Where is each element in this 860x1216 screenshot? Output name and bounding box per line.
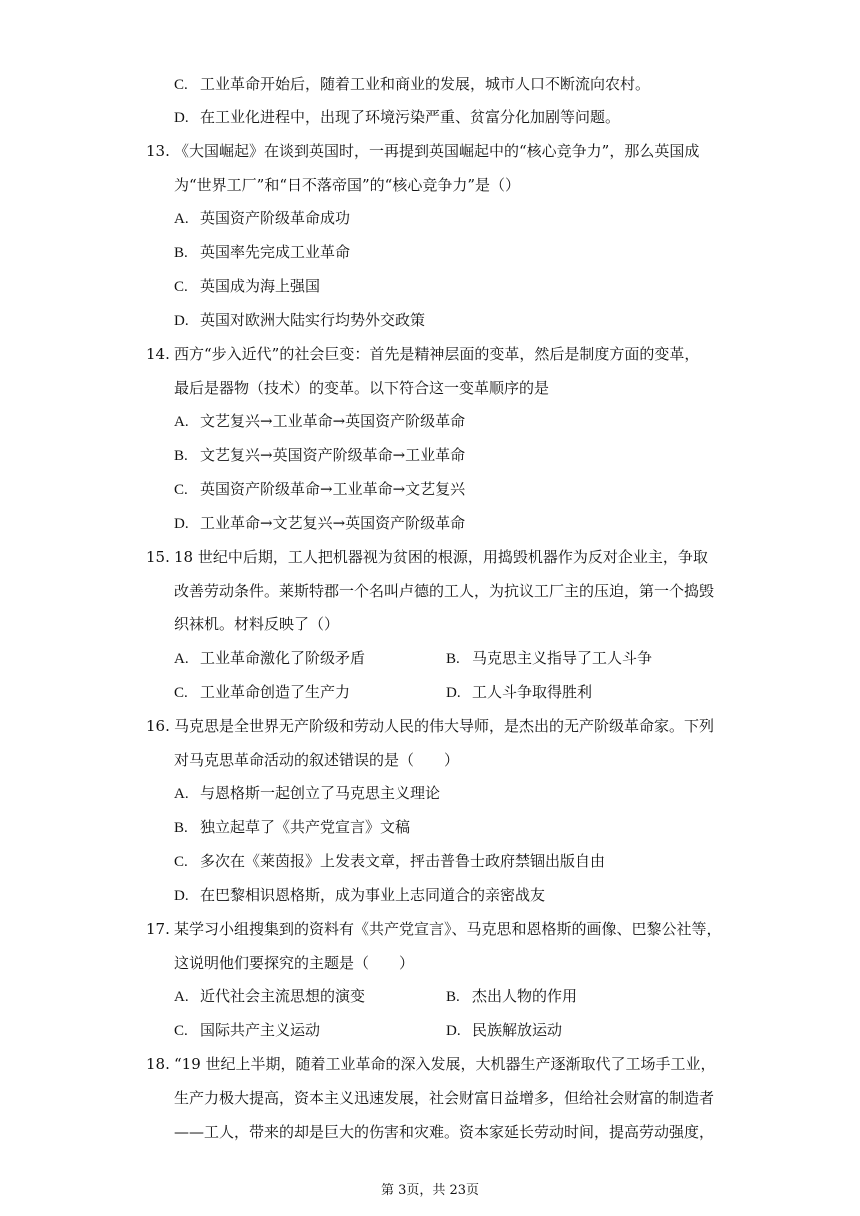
option-text: 国际共产主义运动 — [200, 1021, 321, 1039]
option-letter: B. — [174, 448, 188, 464]
option-letter: C. — [174, 1023, 188, 1039]
page-footer: 第 3页，共 23页 — [380, 1183, 480, 1198]
option-letter: C. — [174, 279, 188, 295]
option-letter: A. — [174, 211, 189, 227]
q15-option-c — [174, 682, 350, 702]
option-letter: D. — [446, 685, 461, 701]
option-text: 民族解放运动 — [472, 1021, 563, 1039]
option-letter: C. — [174, 854, 188, 870]
option-text: 工业革命激化了阶级矛盾 — [200, 649, 366, 667]
option-text: 工人斗争取得胜利 — [472, 683, 593, 701]
option-letter: B. — [446, 651, 460, 667]
q15-stem-line-3: 织袜机。材料反映了（） — [174, 615, 340, 633]
option-text: 独立起草了《共产党宣言》文稿 — [200, 818, 411, 836]
option-text: 文艺复兴→工业革命→英国资产阶级革命 — [200, 412, 466, 430]
option-letter: D. — [174, 110, 189, 126]
q17-stem-line-1: 某学习小组搜集到的资料有《共产党宣言》、马克思和恩格斯的画像、巴黎公社等， — [174, 920, 722, 938]
q17-number: 17. — [146, 920, 170, 938]
q16-option-b — [174, 817, 410, 837]
option-text: 杰出人物的作用 — [472, 987, 578, 1005]
option-text: 英国对欧洲大陆实行均势外交政策 — [200, 311, 426, 329]
q16-number: 16. — [146, 717, 170, 735]
q15-option-d — [446, 682, 592, 702]
option-text: 英国资产阶级革命成功 — [200, 209, 351, 227]
option-letter: C. — [174, 685, 188, 701]
q17-stem-line-2: 这说明他们要探究的主题是（ ） — [174, 954, 415, 972]
q14-option-b — [174, 445, 465, 465]
option-letter: A. — [174, 786, 189, 802]
q14-stem-line-2: 最后是器物（技术）的变革。以下符合这一变革顺序的是 — [174, 379, 550, 397]
option-text: 马克思主义指导了工人斗争 — [472, 649, 653, 667]
q12-option-d — [174, 107, 620, 127]
option-letter: D. — [174, 516, 189, 532]
q13-stem-line-2: 为“世界工厂”和“日不落帝国”的“核心竞争力”是（） — [174, 176, 521, 194]
option-letter: C. — [174, 77, 188, 93]
option-letter: D. — [174, 313, 189, 329]
q14-stem-line-1: 西方“步入近代”的社会巨变：首先是精神层面的变革，然后是制度方面的变革， — [174, 345, 700, 363]
option-text: 在巴黎相识恩格斯，成为事业上志同道合的亲密战友 — [200, 886, 546, 904]
q15-stem-line-2: 改善劳动条件。莱斯特郡一个名叫卢德的工人，为抗议工厂主的压迫，第一个捣毁 — [174, 582, 715, 600]
q15-number: 15. — [146, 548, 170, 566]
option-letter: A. — [174, 989, 189, 1005]
option-letter: C. — [174, 482, 188, 498]
q13-option-b — [174, 242, 350, 262]
option-text: 近代社会主流思想的演变 — [200, 987, 366, 1005]
q12-option-c — [174, 74, 650, 94]
option-text: 工业革命创造了生产力 — [200, 683, 351, 701]
option-text: 在工业化进程中，出现了环境污染严重、贫富分化加剧等问题。 — [200, 108, 621, 126]
q17-option-a — [174, 986, 365, 1006]
q14-option-c — [174, 479, 465, 499]
q13-option-c — [174, 276, 320, 296]
option-letter: D. — [174, 888, 189, 904]
option-text: 文艺复兴→英国资产阶级革命→工业革命 — [200, 446, 466, 464]
q15-option-a — [174, 648, 365, 668]
option-letter: A. — [174, 414, 189, 430]
q16-option-c — [174, 851, 605, 871]
q14-number: 14. — [146, 345, 170, 363]
q13-number: 13. — [146, 142, 170, 160]
q16-option-d — [174, 885, 545, 905]
q13-option-a — [174, 208, 350, 228]
q17-option-c — [174, 1020, 320, 1040]
q16-stem-line-2: 对马克思革命活动的叙述错误的是（ ） — [174, 751, 460, 769]
option-letter: B. — [174, 245, 188, 261]
q14-option-d — [174, 513, 465, 533]
q14-option-a — [174, 411, 465, 431]
option-text: 工业革命开始后，随着工业和商业的发展，城市人口不断流向农村。 — [200, 75, 651, 93]
q18-stem-line-3: ——工人，带来的却是巨大的伤害和灾难。资本家延长劳动时间，提高劳动强度， — [174, 1123, 715, 1141]
q16-stem-line-1: 马克思是全世界无产阶级和劳动人民的伟大导师，是杰出的无产阶级革命家。下列 — [174, 717, 715, 735]
option-letter: B. — [446, 989, 460, 1005]
option-text: 工业革命→文艺复兴→英国资产阶级革命 — [200, 514, 466, 532]
q18-stem-line-1: “19 世纪上半期，随着工业革命的深入发展，大机器生产逐渐取代了工场手工业， — [174, 1055, 716, 1073]
q16-option-a — [174, 783, 440, 803]
option-text: 与恩格斯一起创立了马克思主义理论 — [200, 784, 441, 802]
q15-option-b — [446, 648, 652, 668]
option-letter: A. — [174, 651, 189, 667]
q13-option-d — [174, 310, 425, 330]
option-letter: B. — [174, 820, 188, 836]
option-text: 英国资产阶级革命→工业革命→文艺复兴 — [200, 480, 466, 498]
q15-stem-line-1: 18 世纪中后期，工人把机器视为贫困的根源，用捣毁机器作为反对企业主，争取 — [174, 548, 708, 566]
option-text: 多次在《莱茵报》上发表文章，抨击普鲁士政府禁锢出版自由 — [200, 852, 606, 870]
option-text: 英国成为海上强国 — [200, 277, 321, 295]
q17-option-b — [446, 986, 577, 1006]
q18-number: 18. — [146, 1055, 170, 1073]
q18-stem-line-2: 生产力极大提高，资本主义迅速发展，社会财富日益增多，但给社会财富的制造者 — [174, 1089, 715, 1107]
option-text: 英国率先完成工业革命 — [200, 243, 351, 261]
option-letter: D. — [446, 1023, 461, 1039]
q13-stem-line-1: 《大国崛起》在谈到英国时，一再提到英国崛起中的“核心竞争力”，那么英国成 — [174, 142, 700, 160]
q17-option-d — [446, 1020, 562, 1040]
